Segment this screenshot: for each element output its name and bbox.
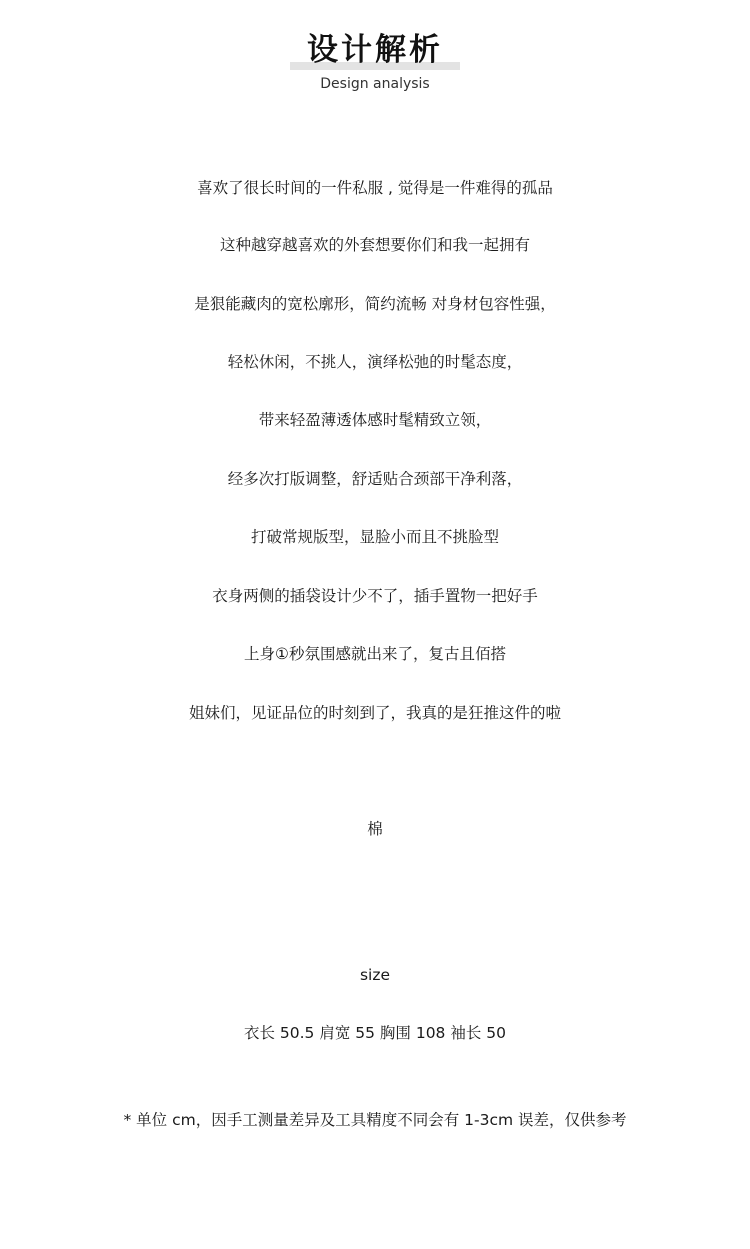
page-title: 设计解析 bbox=[307, 32, 443, 68]
description-line: 带来轻盈薄透体感时髦精致立领， bbox=[258, 411, 492, 429]
description-line: 是狠能藏肉的宽松廓形，简约流畅 对身材包容性强， bbox=[194, 295, 556, 313]
size-heading: size bbox=[359, 966, 391, 984]
page-subtitle: Design analysis bbox=[320, 76, 430, 92]
measurement-note: * 单位 cm，因手工测量差异及工具精度不同会有 1-3cm 误差，仅供参考 bbox=[123, 1111, 627, 1129]
material-label: 棉 bbox=[367, 820, 383, 838]
description-line: 衣身两侧的插袋设计少不了，插手置物一把好手 bbox=[212, 587, 538, 605]
size-measurements: 衣长 50.5 肩宽 55 胸围 108 袖长 50 bbox=[243, 1024, 507, 1042]
description-line: 喜欢了很长时间的一件私服 , 觉得是一件难得的孤品 bbox=[197, 179, 553, 197]
description-line: 打破常规版型，显脸小而且不挑脸型 bbox=[250, 528, 499, 546]
description-line: 经多次打版调整，舒适贴合颈部干净利落， bbox=[227, 470, 523, 488]
description-line: 轻松休闲，不挑人，演绎松弛的时髦态度， bbox=[227, 353, 523, 371]
section-header bbox=[0, 0, 750, 100]
description-line: 姐妹们，见证品位的时刻到了，我真的是狂推这件的啦 bbox=[188, 704, 561, 722]
description-line: 这种越穿越喜欢的外套想要你们和我一起拥有 bbox=[219, 236, 530, 254]
description-line: 上身①秒氛围感就出来了，复古且佰搭 bbox=[244, 645, 506, 663]
